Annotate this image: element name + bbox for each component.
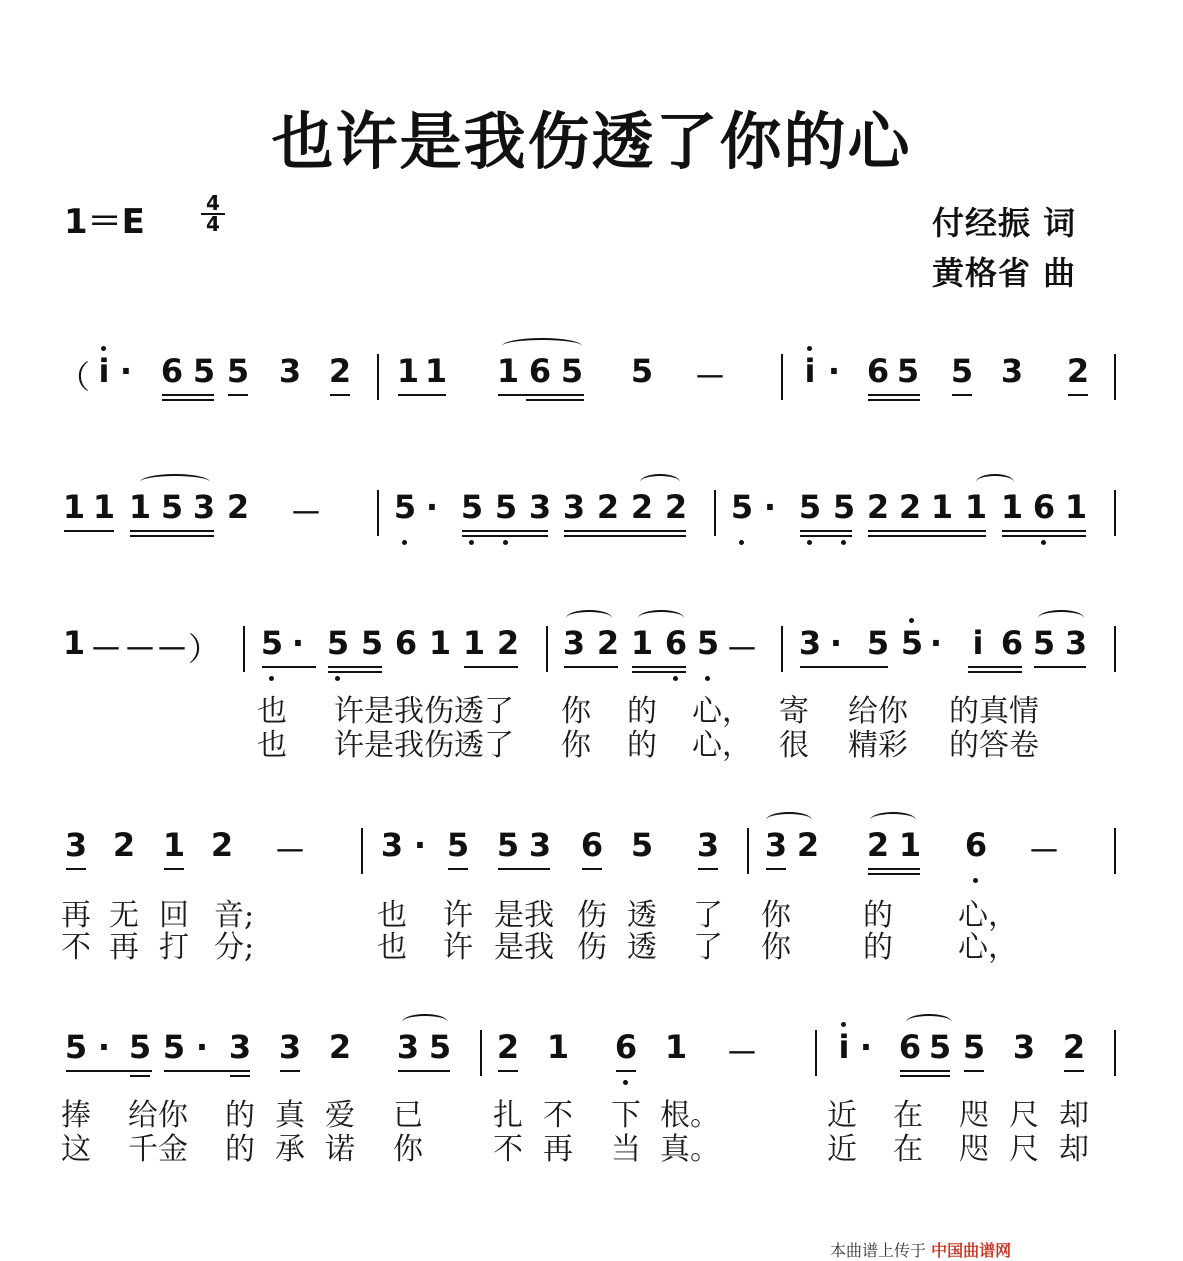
barline xyxy=(1114,828,1116,874)
note: 2 xyxy=(226,488,250,526)
note: 5 xyxy=(226,352,250,390)
note: 1 xyxy=(396,352,420,390)
lyric-verse2: 打 xyxy=(159,930,189,965)
lyric-verse2: 再 xyxy=(543,1132,573,1167)
time-signature xyxy=(198,191,228,236)
note: 3 xyxy=(1000,352,1024,390)
dash: － xyxy=(89,630,123,668)
lyric-verse1: 也 xyxy=(257,694,287,729)
note: 5 xyxy=(696,624,720,662)
footer-watermark xyxy=(830,1238,1011,1261)
note: 5 xyxy=(832,488,856,526)
lyric-verse2: 近 xyxy=(827,1132,857,1167)
lyric-verse2: 不 xyxy=(493,1132,523,1167)
note: 6 xyxy=(160,352,184,390)
lyric-verse1: 捧 xyxy=(61,1098,91,1133)
lyric-verse1: 也 xyxy=(377,898,407,933)
lyric-verse1: 的 xyxy=(863,898,893,933)
note: · xyxy=(859,1028,873,1066)
lyric-verse1: 给你 xyxy=(128,1098,188,1133)
lyric-verse1: 爱 xyxy=(325,1098,355,1133)
note: 5 xyxy=(1032,624,1056,662)
note: 6 xyxy=(898,1028,922,1066)
note: 3 xyxy=(192,488,216,526)
note: 1 xyxy=(546,1028,570,1066)
note: 5 xyxy=(928,1028,952,1066)
note: i xyxy=(804,352,816,390)
note: 1 xyxy=(930,488,954,526)
note: 2 xyxy=(866,488,890,526)
note: 5 xyxy=(160,488,184,526)
note: 5 xyxy=(866,624,890,662)
lyric-verse1: 寄 xyxy=(779,694,809,729)
lyric-verse2: 分; xyxy=(213,930,255,965)
note: 6 xyxy=(964,826,988,864)
note: 1 xyxy=(424,352,448,390)
footer-brand: 中国曲谱网 xyxy=(931,1241,1012,1260)
note: 3 xyxy=(1064,624,1088,662)
dash: － xyxy=(693,358,727,396)
lyric-verse1: 在 xyxy=(893,1098,923,1133)
barline xyxy=(781,354,783,400)
note: 5 xyxy=(446,826,470,864)
note: 6 xyxy=(1032,488,1056,526)
time-signature-top: 4 xyxy=(206,191,220,215)
note: 3 xyxy=(278,352,302,390)
note: 1 xyxy=(964,488,988,526)
note: 2 xyxy=(596,488,620,526)
note: 5 xyxy=(560,352,584,390)
note: 3 xyxy=(396,1028,420,1066)
note: 5 xyxy=(798,488,822,526)
note: 5 xyxy=(896,352,920,390)
note: 5 xyxy=(192,352,216,390)
note: 1 xyxy=(664,1028,688,1066)
score-row-5 xyxy=(0,1028,1183,1088)
note: 3 xyxy=(562,624,586,662)
score-row-2 xyxy=(0,488,1183,548)
lyric-verse2: 的 xyxy=(627,728,657,763)
note: i xyxy=(98,352,110,390)
lyric-verse1: 的 xyxy=(225,1098,255,1133)
note: 5 xyxy=(460,488,484,526)
dash: － xyxy=(273,832,307,870)
note: 2 xyxy=(664,488,688,526)
note: 5 xyxy=(900,624,924,662)
score-row-4 xyxy=(0,826,1183,886)
note: 1 xyxy=(1000,488,1024,526)
note: 2 xyxy=(630,488,654,526)
lyric-verse1: 许是我伤透了 xyxy=(334,694,514,729)
lyric-verse2: 承 xyxy=(275,1132,305,1167)
note: 3 xyxy=(64,826,88,864)
note: 3 xyxy=(798,624,822,662)
lyric-verse1: 许 xyxy=(443,898,473,933)
note: 3 xyxy=(696,826,720,864)
note: 5 xyxy=(162,1028,186,1066)
barline xyxy=(1114,626,1116,672)
barline xyxy=(361,828,363,874)
note: 2 xyxy=(1062,1028,1086,1066)
barline xyxy=(1114,1030,1116,1076)
note: 5 xyxy=(260,624,284,662)
lyric-verse1: 的真情 xyxy=(949,694,1039,729)
lyric-verse1: 给你 xyxy=(848,694,908,729)
note: 6 xyxy=(1000,624,1024,662)
note: 5 xyxy=(64,1028,88,1066)
barline xyxy=(377,490,379,536)
note: 5 xyxy=(360,624,384,662)
lyric-verse2: 咫 xyxy=(959,1132,989,1167)
note: i xyxy=(972,624,984,662)
note: 6 xyxy=(528,352,552,390)
note: 2 xyxy=(210,826,234,864)
note: （ xyxy=(57,358,91,396)
lyric-verse1: 下 xyxy=(611,1098,641,1133)
lyric-verse2: 千金 xyxy=(128,1132,188,1167)
lyric-verse1: 你 xyxy=(761,898,791,933)
note: 2 xyxy=(112,826,136,864)
note: 2 xyxy=(1066,352,1090,390)
lyric-verse1: 再 xyxy=(61,898,91,933)
lyric-verse2: 精彩 xyxy=(848,728,908,763)
dash: － xyxy=(123,630,157,668)
score-row-3 xyxy=(0,624,1183,684)
lyric-verse2: 当 xyxy=(611,1132,641,1167)
barline xyxy=(747,828,749,874)
lyric-verse1: 近 xyxy=(827,1098,857,1133)
lyric-verse2: 也 xyxy=(257,728,287,763)
lyric-verse2: 真。 xyxy=(660,1132,720,1167)
barline xyxy=(377,354,379,400)
note: 2 xyxy=(596,624,620,662)
lyric-verse2: 许 xyxy=(443,930,473,965)
note: 3 xyxy=(228,1028,252,1066)
lyric-verse1: 的 xyxy=(627,694,657,729)
note: · xyxy=(829,624,843,662)
barline xyxy=(480,1030,482,1076)
note: 1 xyxy=(496,352,520,390)
lyric-verse1: 你 xyxy=(561,694,591,729)
lyric-verse2: 心， xyxy=(958,930,1018,965)
note: 2 xyxy=(898,488,922,526)
barline xyxy=(1114,354,1116,400)
barline xyxy=(243,626,245,672)
time-signature-bottom: 4 xyxy=(206,212,220,236)
lyric-verse1: 透 xyxy=(627,898,657,933)
note: 6 xyxy=(394,624,418,662)
note: 2 xyxy=(866,826,890,864)
lyric-verse2: 你 xyxy=(561,728,591,763)
note: 3 xyxy=(562,488,586,526)
lyric-verse1: 却 xyxy=(1059,1098,1089,1133)
lyric-verse2: 了 xyxy=(693,930,723,965)
page-title: 也许是我伤透了你的心 xyxy=(271,105,912,178)
note: · xyxy=(291,624,305,662)
lyric-verse1: 已 xyxy=(393,1098,423,1133)
note: 1 xyxy=(62,624,86,662)
score-row-1 xyxy=(0,352,1183,412)
note: 3 xyxy=(528,826,552,864)
note: 5 xyxy=(326,624,350,662)
lyric-verse2: 你 xyxy=(761,930,791,965)
barline xyxy=(1114,490,1116,536)
note: · xyxy=(929,624,943,662)
lyric-verse2: 的答卷 xyxy=(949,728,1039,763)
note: 5 xyxy=(428,1028,452,1066)
note: · xyxy=(413,826,427,864)
lyric-verse1: 咫 xyxy=(959,1098,989,1133)
note: 1 xyxy=(1064,488,1088,526)
lyric-verse1: 心， xyxy=(958,898,1018,933)
note: 1 xyxy=(898,826,922,864)
barline xyxy=(546,626,548,672)
barline xyxy=(714,490,716,536)
note: · xyxy=(827,352,841,390)
composer-credit: 黄格省 曲 xyxy=(932,254,1077,292)
lyric-verse2: 尺 xyxy=(1009,1132,1039,1167)
note: 3 xyxy=(1012,1028,1036,1066)
lyric-verse2: 你 xyxy=(393,1132,423,1167)
dash: － xyxy=(725,1034,759,1072)
note: 5 xyxy=(494,488,518,526)
lyric-verse2: 的 xyxy=(863,930,893,965)
note: 5 xyxy=(496,826,520,864)
lyric-verse2: 在 xyxy=(893,1132,923,1167)
note: 6 xyxy=(580,826,604,864)
lyric-verse2: 诺 xyxy=(325,1132,355,1167)
lyric-verse2: 也 xyxy=(377,930,407,965)
note: 6 xyxy=(664,624,688,662)
dash: － xyxy=(1027,832,1061,870)
note: 1 xyxy=(128,488,152,526)
note: 6 xyxy=(866,352,890,390)
note: · xyxy=(97,1028,111,1066)
note: 3 xyxy=(528,488,552,526)
note: 2 xyxy=(496,1028,520,1066)
note: 1 xyxy=(428,624,452,662)
barline xyxy=(815,1030,817,1076)
note: 5 xyxy=(393,488,417,526)
lyric-verse1: 尺 xyxy=(1009,1098,1039,1133)
lyric-verse1: 是我 xyxy=(494,898,554,933)
note: 5 xyxy=(730,488,754,526)
note: 1 xyxy=(162,826,186,864)
lyric-verse2: 伤 xyxy=(577,930,607,965)
lyric-verse2: 却 xyxy=(1059,1132,1089,1167)
footer-text: 本曲谱上传于 xyxy=(830,1241,927,1260)
note: · xyxy=(195,1028,209,1066)
note: 1 xyxy=(62,488,86,526)
note: i xyxy=(838,1028,850,1066)
lyric-verse1: 不 xyxy=(543,1098,573,1133)
note: 5 xyxy=(630,826,654,864)
lyric-verse2: 透 xyxy=(627,930,657,965)
note: 2 xyxy=(328,352,352,390)
note: 3 xyxy=(380,826,404,864)
lyric-verse1: 根。 xyxy=(660,1098,720,1133)
dash: － xyxy=(289,494,323,532)
note: 1 xyxy=(630,624,654,662)
note: 6 xyxy=(614,1028,638,1066)
lyric-verse2: 不 xyxy=(61,930,91,965)
lyric-verse2: 心， xyxy=(692,728,752,763)
note: 2 xyxy=(796,826,820,864)
lyric-verse1: 音; xyxy=(213,898,255,933)
note: 2 xyxy=(496,624,520,662)
note: 3 xyxy=(278,1028,302,1066)
lyric-verse1: 扎 xyxy=(493,1098,523,1133)
lyric-verse2: 再 xyxy=(109,930,139,965)
note: 2 xyxy=(328,1028,352,1066)
note: 5 xyxy=(962,1028,986,1066)
lyric-verse1: 真 xyxy=(275,1098,305,1133)
note: ） xyxy=(187,630,221,668)
key-signature: 1＝E xyxy=(64,202,145,242)
note: · xyxy=(425,488,439,526)
lyric-verse1: 回 xyxy=(159,898,189,933)
lyric-verse1: 伤 xyxy=(577,898,607,933)
lyric-verse2: 很 xyxy=(779,728,809,763)
note: 3 xyxy=(764,826,788,864)
note: · xyxy=(763,488,777,526)
dash: － xyxy=(725,630,759,668)
lyric-verse2: 是我 xyxy=(494,930,554,965)
lyric-verse1: 心， xyxy=(692,694,752,729)
note: 5 xyxy=(128,1028,152,1066)
lyric-verse2: 许是我伤透了 xyxy=(334,728,514,763)
lyricist-credit: 付经振 词 xyxy=(932,204,1077,242)
lyric-verse1: 无 xyxy=(109,898,139,933)
barline xyxy=(781,626,783,672)
note: · xyxy=(119,352,133,390)
lyric-verse2: 这 xyxy=(61,1132,91,1167)
lyric-verse1: 了 xyxy=(693,898,723,933)
note: 1 xyxy=(462,624,486,662)
dash: － xyxy=(155,630,189,668)
note: 5 xyxy=(950,352,974,390)
note: 1 xyxy=(92,488,116,526)
note: 5 xyxy=(630,352,654,390)
lyric-verse2: 的 xyxy=(225,1132,255,1167)
